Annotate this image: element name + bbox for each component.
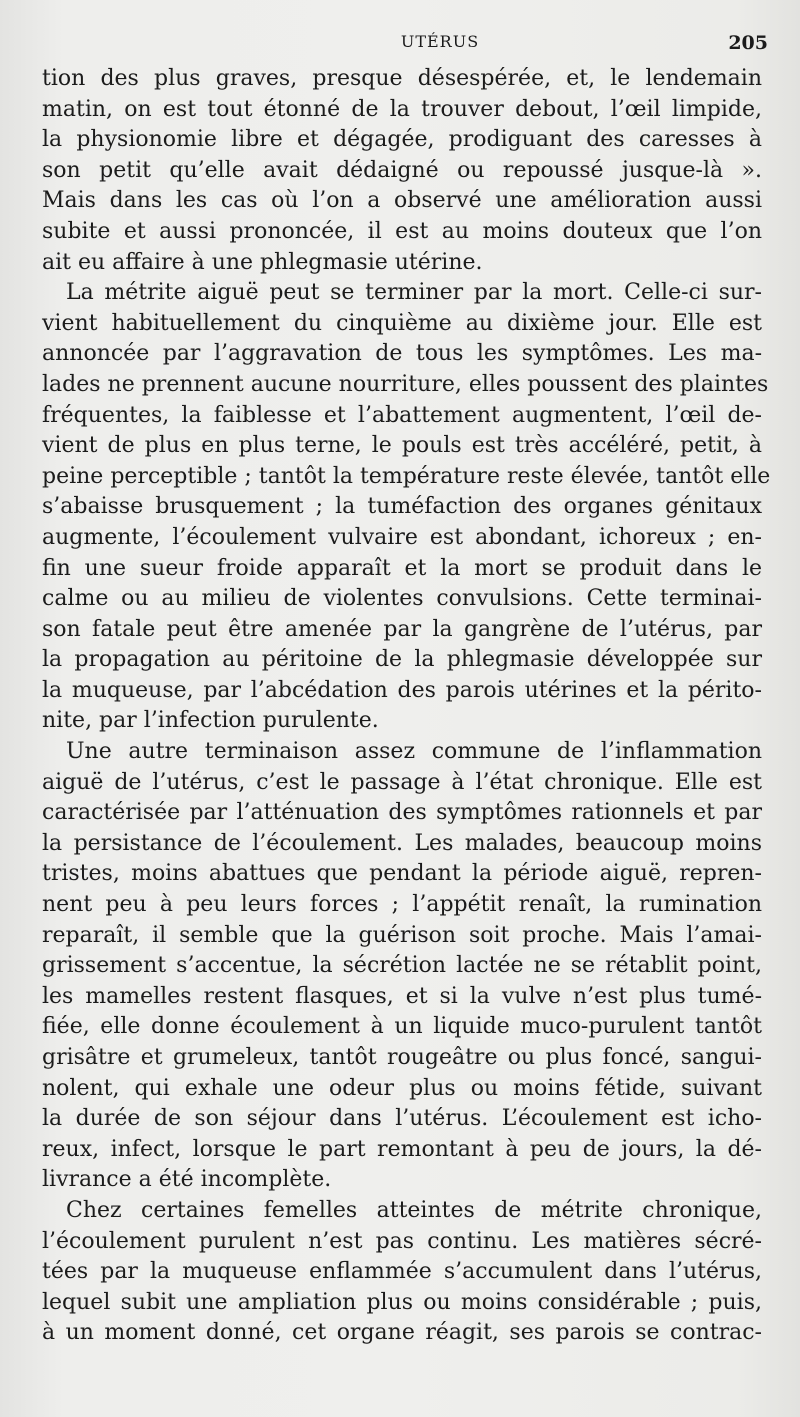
text-line: livrance a été incomplète.: [42, 1167, 332, 1193]
text-line: aiguë de l’utérus, c’est le passage à l’état chronique. Elle est: [42, 769, 762, 795]
text-line: fin une sueur froide apparaît et la mort se produit dans le: [42, 555, 762, 581]
text-line: nent peu à peu leurs forces ; l’appétit renaît, la rumination: [42, 892, 762, 918]
paragraph-first-line: La métrite aiguë peut se terminer par la mort. Celle-ci sur-: [66, 280, 762, 306]
text-line: s’abaisse brusquement ; la tuméfaction des organes génitaux: [42, 494, 762, 520]
text-line: son fatale peut être amenée par la gangrène de l’utérus, par: [42, 616, 762, 642]
text-line: la propagation au péritoine de la phlegmasie développée sur: [42, 647, 762, 673]
text-line: Mais dans les cas où l’on a observé une amélioration aussi: [42, 188, 762, 214]
text-line: ait eu affaire à une phlegmasie utérine.: [42, 249, 483, 275]
text-line: reux, infect, lorsque le part remontant à peu de jours, la dé-: [42, 1136, 762, 1162]
text-line: calme ou au milieu de violentes convulsions. Cette terminai-: [42, 586, 762, 612]
text-line: augmente, l’écoulement vulvaire est abondant, ichoreux ; en-: [42, 524, 762, 550]
text-line: les mamelles restent flasques, et si la vulve n’est plus tumé-: [42, 983, 762, 1009]
text-line: à un moment donné, cet organe réagit, ses parois se contrac-: [42, 1320, 762, 1346]
text-line: la persistance de l’écoulement. Les malades, beaucoup moins: [42, 830, 762, 856]
text-line: reparaît, il semble que la guérison soit proche. Mais l’amai-: [42, 922, 762, 948]
running-title: UTÉRUS: [400, 32, 480, 51]
text-line: l’écoulement purulent n’est pas continu. Les matières sécré-: [42, 1228, 762, 1254]
text-line: tion des plus graves, presque désespérée, et, le lendemain: [42, 66, 762, 91]
body-text: [42, 64, 771, 1349]
text-line: vient de plus en plus terne, le pouls est très accéléré, petit, à: [42, 433, 762, 459]
text-line: la durée de son séjour dans l’utérus. L’écoulement est icho-: [42, 1106, 762, 1132]
text-line: subite et aussi prononcée, il est au moins douteux que l’on: [42, 218, 762, 244]
paragraph-first-line: Chez certaines femelles atteintes de métrite chronique,: [66, 1197, 762, 1223]
text-line: la physionomie libre et dégagée, prodiguant des caresses à: [42, 127, 762, 153]
text-line: annoncée par l’aggravation de tous les symptômes. Les ma-: [42, 341, 762, 367]
paragraph-first-line: Une autre terminaison assez commune de l’inflammation: [66, 739, 762, 765]
text-line: vient habituellement du cinquième au dixième jour. Elle est: [42, 310, 762, 336]
text-line: la muqueuse, par l’abcédation des parois utérines et la périto-: [42, 677, 762, 703]
text-line: nolent, qui exhale une odeur plus ou moins fétide, suivant: [42, 1075, 762, 1101]
text-line: fiée, elle donne écoulement à un liquide muco-purulent tantôt: [42, 1014, 762, 1040]
page-number: 205: [728, 32, 768, 54]
text-line: nite, par l’infection purulente.: [42, 708, 379, 734]
text-line: lades ne prennent aucune nourriture, elles poussent des plaintes: [42, 371, 769, 397]
text-line: grisâtre et grumeleux, tantôt rougeâtre ou plus foncé, sangui-: [42, 1045, 762, 1070]
text-line: son petit qu’elle avait dédaigné ou repoussé jusque-là ».: [42, 157, 762, 183]
text-line: matin, on est tout étonné de la trouver debout, l’œil limpide,: [42, 96, 762, 122]
running-head: [40, 30, 770, 60]
text-line: peine perceptible ; tantôt la température reste élevée, tantôt elle: [42, 463, 771, 489]
text-line: tristes, moins abattues que pendant la période aiguë, repren-: [42, 861, 762, 887]
text-line: tées par la muqueuse enflammée s’accumulent dans l’utérus,: [42, 1259, 762, 1285]
text-line: grissement s’accentue, la sécrétion lactée ne se rétablit point,: [42, 953, 762, 979]
text-line: caractérisée par l’atténuation des symptômes rationnels et par: [42, 800, 762, 826]
text-line: lequel subit une ampliation plus ou moins considérable ; puis,: [42, 1289, 762, 1315]
text-line: fréquentes, la faiblesse et l’abattement augmentent, l’œil de-: [42, 402, 762, 428]
